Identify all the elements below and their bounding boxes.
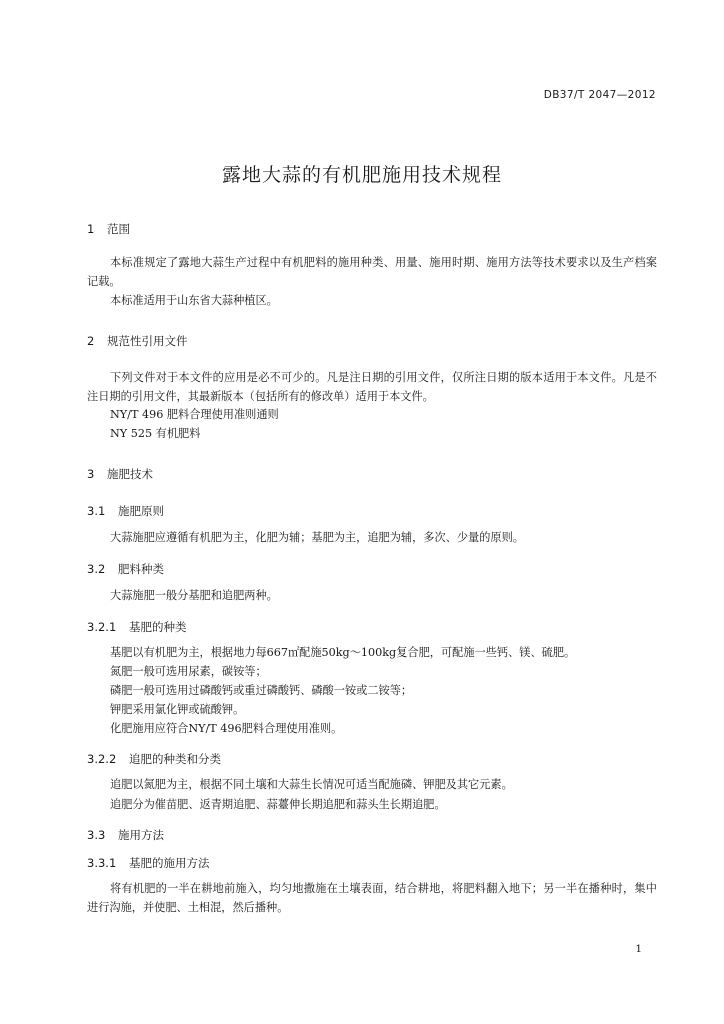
section-2-paragraph-1: 下列文件对于本文件的应用是必不可少的。凡是注日期的引用文件，仅所注日期的版本适用于本文件。凡是不注日期的引用文件，其最新版本（包括所有的修改单）适用于本文件。 [87, 371, 657, 403]
section-heading-3-2 [87, 561, 164, 577]
section-heading-3 [87, 466, 153, 482]
section-1-paragraph-1: 本标准规定了露地大蒜生产过程中有机肥料的施用种类、用量、施用时期、施用方法等技术要求以及生产档案记载。 [87, 256, 657, 288]
reference-item-1: NY/T 496 肥料合理使用准则通则 [110, 408, 279, 421]
section-heading-3-1 [87, 503, 164, 519]
section-number: 1 [87, 222, 95, 236]
section-heading-3-3 [87, 827, 164, 843]
section-title: 施肥原则 [118, 504, 164, 518]
section-number: 3.1 [87, 504, 106, 518]
section-3-1-paragraph: 大蒜施肥应遵循有机肥为主，化肥为辅；基肥为主，追肥为辅，多次、少量的原则。 [110, 531, 524, 544]
section-title: 肥料种类 [118, 562, 164, 576]
document-title: 露地大蒜的有机肥施用技术规程 [221, 164, 502, 186]
section-title: 范围 [107, 222, 130, 236]
standard-code: DB37/T 2047—2012 [543, 89, 656, 101]
section-number: 2 [87, 334, 95, 348]
topdressing-line-2: 追肥分为催苗肥、返青期追肥、蒜薹伸长期追肥和蒜头生长期追肥。 [110, 798, 446, 811]
section-title: 规范性引用文件 [107, 334, 188, 348]
section-heading-3-2-2 [87, 751, 221, 767]
topdressing-line-1: 追肥以氮肥为主，根据不同土壤和大蒜生长情况可适当配施磷、钾肥及其它元素。 [110, 778, 513, 791]
section-number: 3.3 [87, 828, 106, 842]
section-heading-3-2-1 [87, 619, 187, 635]
base-fertilizer-line-2: 氮肥一般可选用尿素，碳铵等； [110, 665, 267, 678]
section-number: 3 [87, 467, 95, 481]
section-heading-1 [87, 221, 130, 237]
base-fertilizer-line-1: 基肥以有机肥为主，根据地力每667㎡配施50kg～100kg复合肥，可配施一些钙、镁、硫肥。 [110, 646, 576, 659]
section-heading-3-3-1 [87, 855, 210, 871]
reference-item-2: NY 525 有机肥料 [110, 427, 201, 440]
base-fertilizer-line-4: 钾肥采用氯化钾或硫酸钾。 [110, 703, 245, 716]
section-title: 施肥技术 [107, 467, 153, 481]
section-3-2-paragraph: 大蒜施肥一般分基肥和追肥两种。 [110, 589, 278, 602]
section-title: 基肥的种类 [129, 620, 187, 634]
section-heading-2 [87, 333, 188, 349]
section-title: 施用方法 [118, 828, 164, 842]
base-fertilizer-line-3: 磷肥一般可选用过磷酸钙或重过磷酸钙、磷酸一铵或二铵等； [110, 684, 413, 697]
section-number: 3.2.2 [87, 752, 117, 766]
section-title: 基肥的施用方法 [129, 856, 210, 870]
page-number: 1 [635, 943, 642, 955]
section-number: 3.2.1 [87, 620, 117, 634]
section-number: 3.3.1 [87, 856, 117, 870]
section-number: 3.2 [87, 562, 106, 576]
section-1-paragraph-2: 本标准适用于山东省大蒜种植区。 [110, 294, 278, 307]
section-3-3-1-paragraph: 将有机肥的一半在耕地前施入，均匀地撒施在土壤表面，结合耕地，将肥料翻入地下；另一半在播种时，集中进行沟施，并使肥、土相混，然后播种。 [87, 882, 657, 914]
base-fertilizer-line-5: 化肥施用应符合NY/T 496肥料合理使用准则。 [110, 722, 343, 735]
section-title: 追肥的种类和分类 [129, 752, 221, 766]
